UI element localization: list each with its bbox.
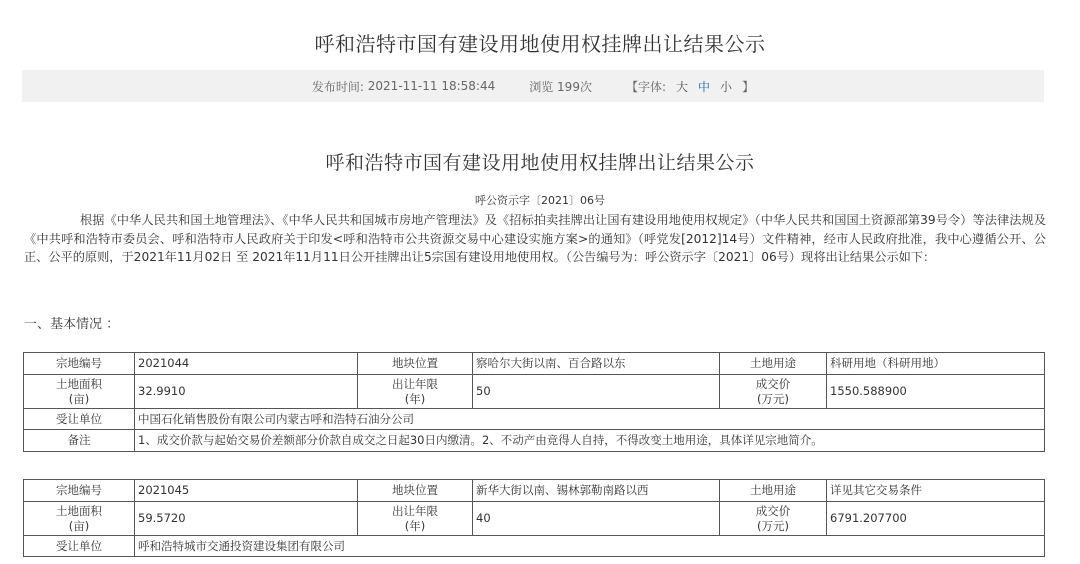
term-label-line2: (年) [404,518,426,533]
land-use-label: 土地用途 [720,353,827,375]
term-value: 50 [473,375,720,409]
price-value: 1550.588900 [827,375,1045,409]
area-label [24,502,135,536]
table-row [24,353,1045,375]
land-use-value: 科研用地（科研用地） [827,353,1045,375]
area-label-line2: (亩) [68,391,90,406]
price-label [720,502,827,536]
area-label-line1: 土地面积 [56,503,102,518]
price-label-line2: (万元) [757,518,789,533]
land-use-label: 土地用途 [720,480,827,502]
font-size-medium-link[interactable]: 中 [698,79,711,94]
term-label-line1: 出让年限 [392,503,438,518]
font-size-small-link[interactable]: 小 [720,79,733,94]
document-number: 呼公资示字〔2021〕06号 [475,194,605,207]
price-label [720,375,827,409]
location-label: 地块位置 [358,353,473,375]
publish-time-label: 发布时间: [311,79,364,94]
winner-value: 呼和浩特城市交通投资建设集团有限公司 [135,536,1045,557]
term-label-line1: 出让年限 [392,376,438,391]
term-label [358,502,473,536]
winner-label: 受让单位 [24,409,135,430]
area-label [24,375,135,409]
article-meta-bar [22,70,1044,102]
parcel-no-label: 宗地编号 [24,353,135,375]
price-label-line2: (万元) [757,391,789,406]
term-label-line2: (年) [404,391,426,406]
winner-label: 受让单位 [24,536,135,557]
parcel-no-value: 2021045 [135,480,358,502]
section-heading: 一、基本情况 ： [24,317,120,332]
view-count: 浏览 199次 [529,79,592,94]
font-size-large-link[interactable]: 大 [676,79,689,94]
table-row [24,480,1045,502]
article-title: 呼和浩特市国有建设用地使用权挂牌出让结果公示 [325,152,755,174]
land-use-value: 详见其它交易条件 [827,480,1045,502]
table-row [24,502,1045,536]
area-label-line1: 土地面积 [56,376,102,391]
parcel-no-value: 2021044 [135,353,358,375]
table-row [24,536,1045,557]
font-size-control [626,78,754,95]
article-paragraph: 根据《中华人民共和国土地管理法》、《中华人民共和国城市房地产管理法》及《招标拍卖挂牌出让国有建设用地使用权规定》（中华人民共和国国土资源部第39号令）等法律法规及《中共呼和浩特市委员会、呼和浩特市人民政府关于印发<呼和浩特市公共资源交易中心建设实施方案>的通知》（呼党发[2012]14号）文件精神，经市人民政府批准，我中心遵循公开、公正、公平的原则，于2021年11月02日 至 2021年11月11日公开挂牌出让5宗国有建设用地使用权。（公告编号为：呼公资示字〔2021〕06号）现将出让结果公示如下： [24,213,1046,264]
price-label-line1: 成交价 [755,503,791,518]
term-label [358,375,473,409]
price-value: 6791.207700 [827,502,1045,536]
location-value: 察哈尔大街以南、百合路以东 [473,353,720,375]
parcel-table [23,352,1045,452]
winner-value: 中国石化销售股份有限公司内蒙古呼和浩特石油分公司 [135,409,1045,430]
font-size-label: 【字体: [625,79,667,94]
term-value: 40 [473,502,720,536]
location-value: 新华大街以南、锡林郭勒南路以西 [473,480,720,502]
area-value: 32.9910 [135,375,358,409]
location-label: 地块位置 [358,480,473,502]
remarks-label: 备注 [24,430,135,452]
parcel-no-label: 宗地编号 [24,480,135,502]
publish-time: 2021-11-11 18:58:44 [367,79,496,93]
table-row [24,375,1045,409]
price-label-line1: 成交价 [755,376,791,391]
page-title: 呼和浩特市国有建设用地使用权挂牌出让结果公示 [314,32,766,56]
area-value: 59.5720 [135,502,358,536]
remarks-value: 1、成交价款与起始交易价差额部分价款自成交之日起30日内缴清。2、不动产由竞得人自持，不得改变土地用途，具体详见宗地简介。 [135,430,1045,452]
table-row [24,409,1045,430]
font-size-close-bracket: 】 [742,79,755,94]
area-label-line2: (亩) [68,518,90,533]
table-row [24,430,1045,452]
parcel-table [23,479,1045,557]
